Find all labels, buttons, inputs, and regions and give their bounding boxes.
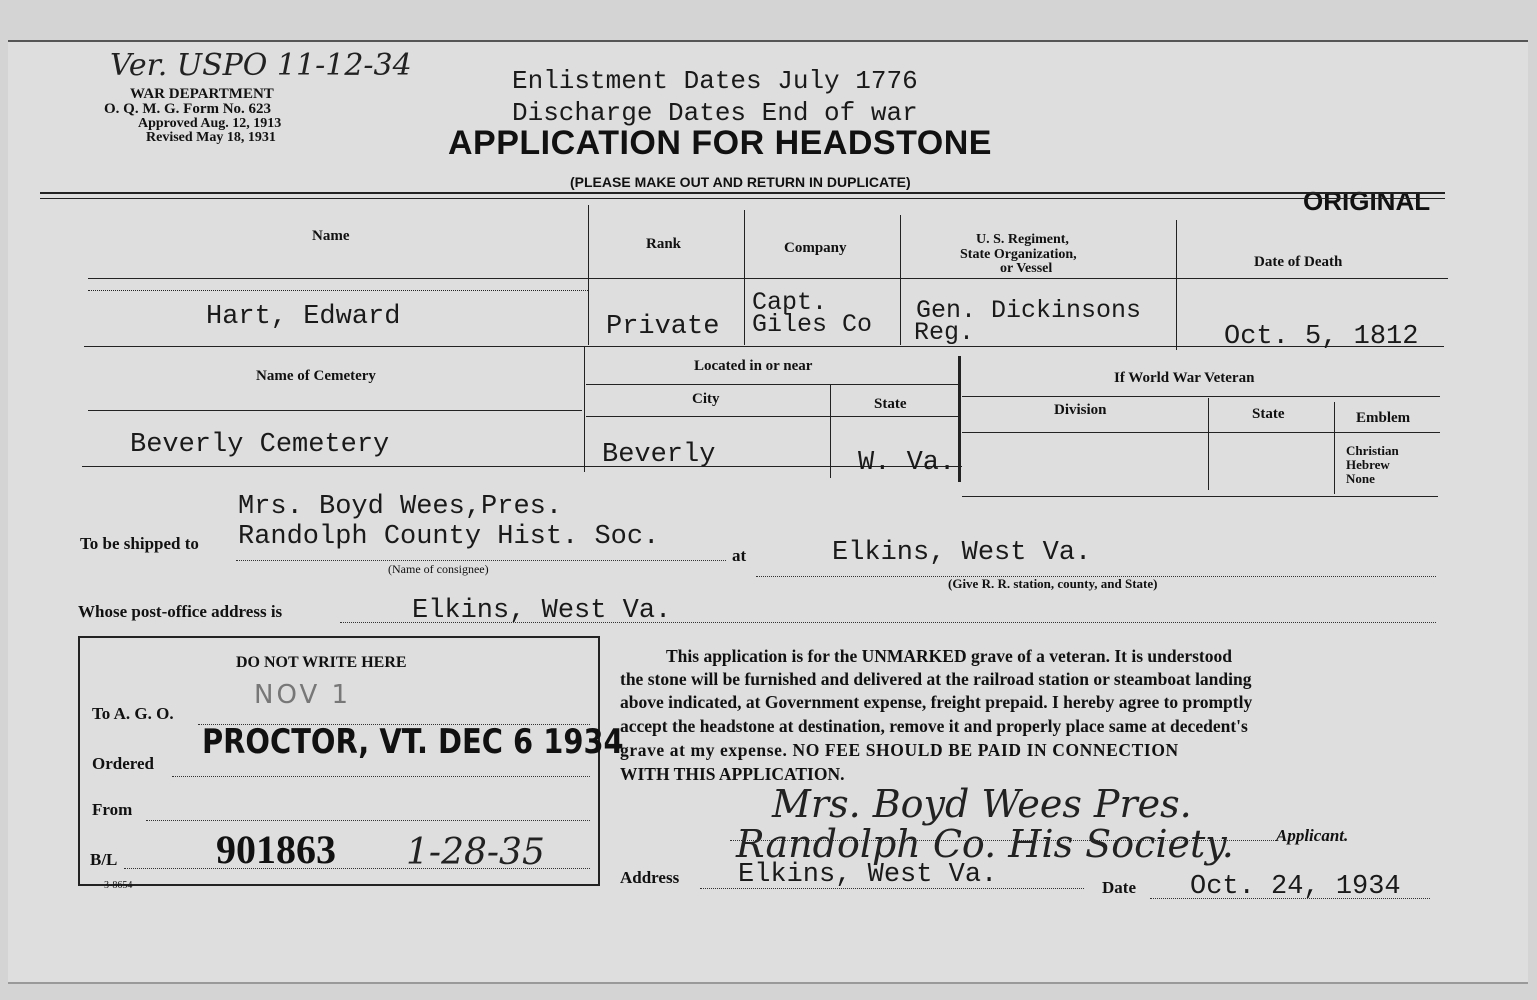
grid-line [830,384,831,478]
ordered-stamp: PROCTOR, VT. DEC 6 1934 [202,722,624,762]
grid-line [88,410,582,411]
applicant-dotted-line [730,840,1276,841]
ww-state-header: State [1252,406,1285,422]
statement-line-1: This application is for the UNMARKED grave of a veteran. It is understood [666,646,1232,666]
cemetery-name: Beverly Cemetery [130,430,390,460]
station-caption: (Give R. R. station, county, and State) [948,576,1158,591]
bl-label: B/L [90,850,118,869]
signature-line-2: Randolph Co. His Society. [736,822,1234,866]
grid-line [962,396,1440,397]
original-label: ORIGINAL [1303,186,1431,216]
grid-line [1334,402,1335,494]
grid-line [962,432,1440,433]
grid-line [586,416,958,417]
city-header: City [692,391,720,407]
applicant-address: Elkins, West Va. [738,860,998,890]
state-header: State [874,396,907,412]
post-office-address: Elkins, West Va. [412,596,672,626]
grid-line [82,466,962,467]
department-name: WAR DEPARTMENT [130,86,274,102]
ordered-dotted-line [172,776,590,777]
form-number: O. Q. M. G. Form No. 623 [104,101,272,117]
bl-dotted-line [124,868,590,869]
date-label: Date [1102,878,1136,897]
cemetery-state: W. Va. [858,448,956,478]
bl-date: 1-28-35 [406,832,545,873]
statement-line-2: the stone will be furnished and delivered at the railroad station or steamboat landing [620,669,1252,689]
rank-header: Rank [646,236,682,252]
statement-line-6: WITH THIS APPLICATION. [620,764,845,784]
emblem-header: Emblem [1356,410,1411,426]
consignee-dotted-line [236,560,726,561]
header-rule-lower [40,198,1445,199]
cemetery-city: Beverly [602,440,716,470]
discharge-dates: Discharge Dates End of war [512,98,918,128]
consignee-line1: Mrs. Boyd Wees,Pres. [238,492,563,522]
emblem-option-hebrew: Hebrew [1346,457,1390,472]
cemetery-header: Name of Cemetery [256,368,376,384]
approved-date: Approved Aug. 12, 1913 [138,116,282,131]
world-war-header: If World War Veteran [1114,370,1255,386]
application-date: Oct. 24, 1934 [1190,872,1401,902]
address-label: Address [620,868,680,887]
grid-line [586,384,958,385]
statement-line-3: above indicated, at Government expense, freight prepaid. I hereby agree to promptly [620,692,1253,712]
regiment-value-line2: Reg. [914,318,975,347]
statement-line-5: grave at my expense. NO FEE SHOULD BE PAID IN CONNECTION [620,740,1179,760]
company-value-line1: Capt. [752,288,828,317]
grid-line [88,290,588,291]
bl-number: 901863 [216,827,336,872]
name-header: Name [312,228,350,244]
rail-station: Elkins, West Va. [832,538,1092,568]
regiment-header-line3: or Vessel [1000,261,1053,276]
form-subtitle: (PLEASE MAKE OUT AND RETURN IN DUPLICATE) [570,174,911,190]
division-header: Division [1054,402,1107,418]
from-dotted-line [146,820,590,821]
veteran-name: Hart, Edward [206,302,401,332]
at-label: at [732,546,747,565]
header-rule [40,192,1445,194]
handwritten-verification-note: Ver. USPO 11-12-34 [110,48,412,83]
form-code: 3-8654 [104,880,133,891]
post-office-label: Whose post-office address is [78,602,283,621]
regiment-header-line1: U. S. Regiment, [976,232,1069,247]
enlistment-dates: Enlistment Dates July 1776 [512,66,918,96]
shipped-to-label: To be shipped to [80,534,199,553]
do-not-write-title: DO NOT WRITE HERE [236,654,407,671]
consignee-line2: Randolph County Hist. Soc. [238,522,660,552]
grid-line [962,496,1438,497]
statement-line-4: accept the headstone at destination, remove it and properly place same at decedent's [620,716,1248,736]
regiment-header-line2: State Organization, [960,247,1077,262]
grid-line [584,346,585,472]
ago-stamp: NOV 1 [254,680,352,710]
death-header: Date of Death [1254,254,1343,270]
grid-line [958,356,961,482]
applicant-label: Applicant. [1276,826,1349,845]
located-header: Located in or near [694,358,813,374]
grid-line [900,215,901,345]
ago-label: To A. G. O. [92,704,174,723]
consignee-caption: (Name of consignee) [388,562,489,576]
revised-date: Revised May 18, 1931 [146,130,276,145]
company-value-line2: Giles Co [752,310,873,339]
emblem-option-christian: Christian [1346,443,1399,458]
ordered-label: Ordered [92,754,155,773]
veteran-rank: Private [606,312,720,342]
from-label: From [92,800,133,819]
form-title: APPLICATION FOR HEADSTONE [448,124,992,162]
grid-line [88,278,1448,279]
grid-line [1176,220,1177,350]
emblem-option-none: None [1346,471,1375,486]
regiment-value-line1: Gen. Dickinsons [916,296,1142,325]
company-header: Company [784,240,847,256]
grid-line [1208,398,1209,490]
death-date: Oct. 5, 1812 [1224,322,1419,352]
signature-line-1: Mrs. Boyd Wees Pres. [772,782,1192,826]
grid-line [588,205,589,345]
